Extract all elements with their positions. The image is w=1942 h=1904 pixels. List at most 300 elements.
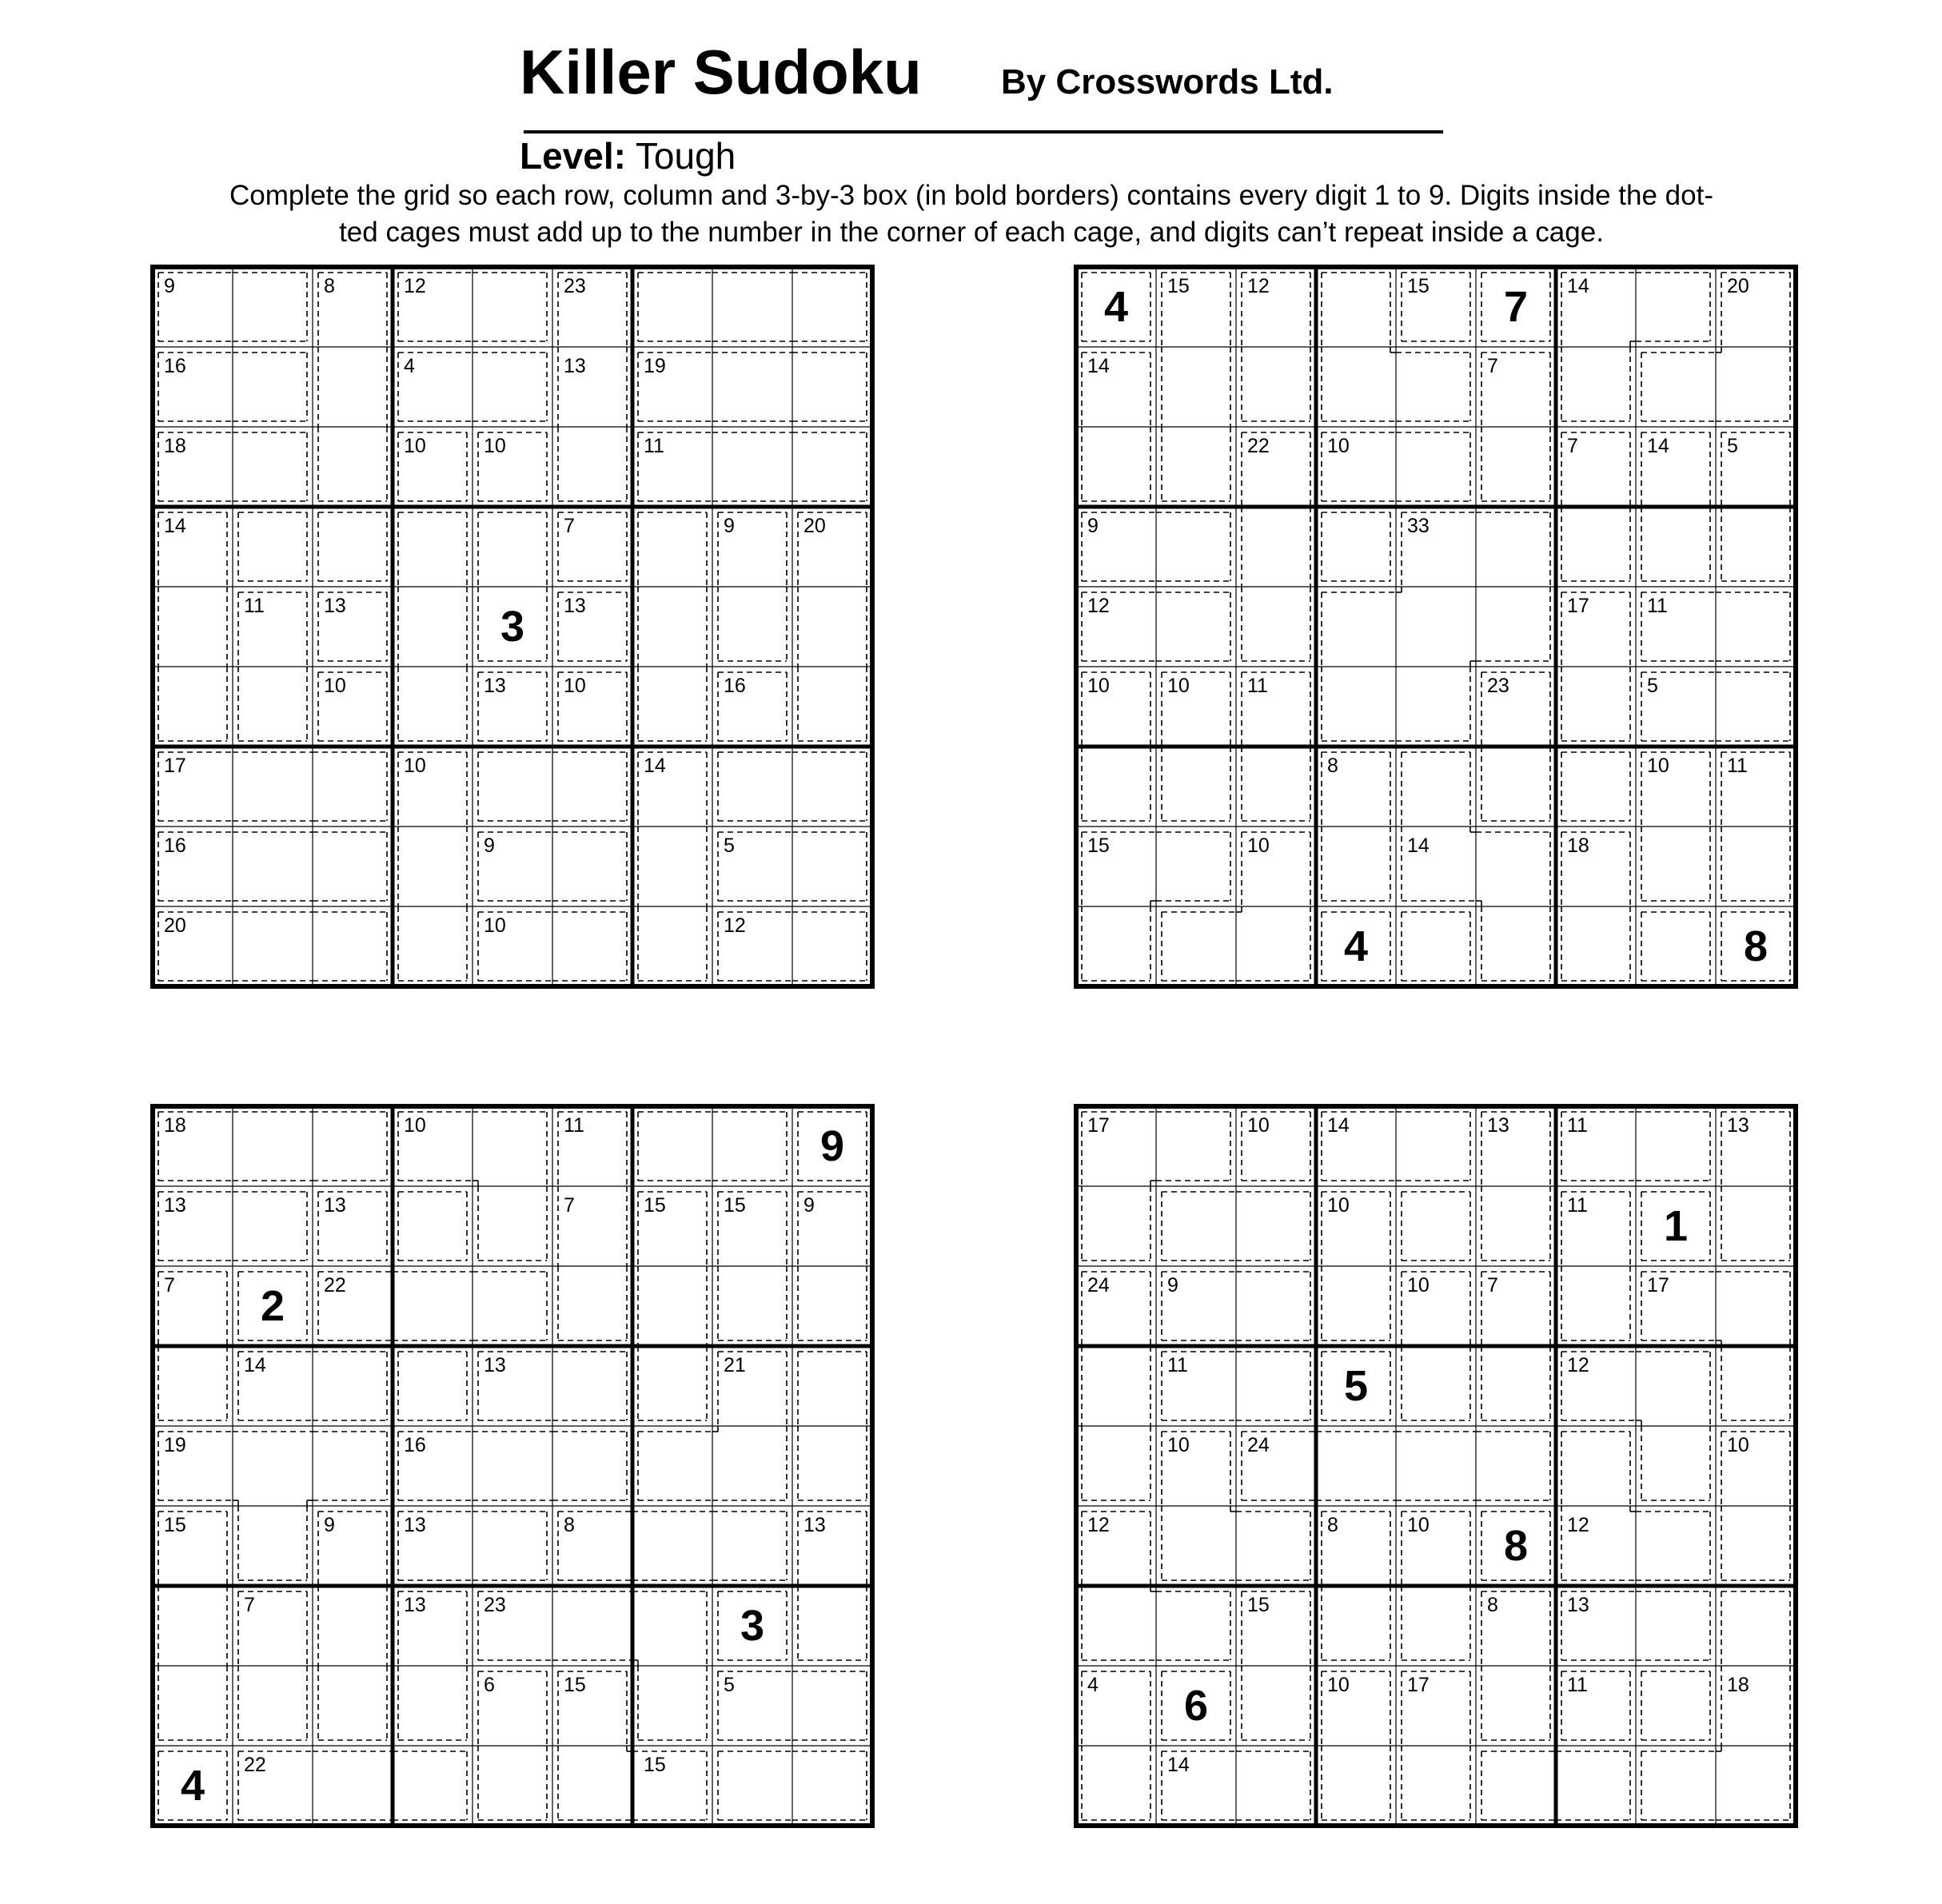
grid-cell[interactable] [792,1186,872,1266]
grid-cell[interactable] [153,1186,233,1266]
grid-cell[interactable] [153,1426,233,1506]
grid-cell[interactable] [473,427,552,507]
grid-cell[interactable] [393,906,473,986]
grid-cell[interactable] [1556,1186,1636,1266]
grid-cell[interactable] [1476,427,1556,507]
grid-cell[interactable] [1396,1666,1476,1746]
grid-cell[interactable] [552,1266,632,1346]
grid-cell[interactable] [233,747,313,827]
grid-cell[interactable] [1556,1346,1636,1426]
grid-cell[interactable] [393,1506,473,1586]
grid-cell[interactable] [1636,267,1716,347]
grid-cell[interactable] [1476,1266,1556,1346]
grid-cell[interactable] [153,1266,233,1346]
grid-cell[interactable] [393,267,473,347]
grid-cell[interactable] [473,1666,552,1746]
grid-cell[interactable] [1716,827,1796,906]
grid-cell[interactable] [1396,427,1476,507]
grid-cell[interactable] [552,507,632,587]
grid-cell[interactable] [153,1666,233,1746]
grid-cell[interactable] [1396,507,1476,587]
grid-cell[interactable] [1716,427,1796,507]
grid-cell[interactable] [313,1346,393,1426]
grid-cell[interactable] [1556,906,1636,986]
grid-cell[interactable] [393,427,473,507]
grid-cell[interactable] [393,1346,473,1426]
grid-cell[interactable] [1396,906,1476,986]
grid-cell[interactable] [1636,1346,1716,1426]
grid-cell[interactable] [1316,1106,1396,1186]
grid-cell[interactable] [792,267,872,347]
grid-cell[interactable] [552,667,632,747]
grid-cell[interactable] [153,1106,233,1186]
grid-cell[interactable] [1636,1266,1716,1346]
grid-cell[interactable] [1316,667,1396,747]
grid-cell[interactable] [473,667,552,747]
grid-cell[interactable] [632,1666,712,1746]
grid-cell[interactable] [1636,827,1716,906]
grid-cell[interactable] [1636,667,1716,747]
grid-cell[interactable] [1556,267,1636,347]
grid-cell[interactable] [712,906,792,986]
grid-cell[interactable] [233,1506,313,1586]
grid-cell[interactable] [233,1346,313,1426]
grid-cell[interactable] [1476,1506,1556,1586]
grid-cell[interactable] [1636,1506,1716,1586]
grid-cell[interactable] [712,347,792,427]
grid-cell[interactable] [393,507,473,587]
grid-cell[interactable] [1556,1586,1636,1666]
grid-cell[interactable] [1156,1746,1236,1826]
grid-cell[interactable] [632,1106,712,1186]
grid-cell[interactable] [313,267,393,347]
grid-cell[interactable] [792,1346,872,1426]
grid-cell[interactable] [473,1186,552,1266]
grid-cell[interactable] [393,1586,473,1666]
grid-cell[interactable] [632,1746,712,1826]
grid-cell[interactable] [1556,427,1636,507]
grid-cell[interactable] [1156,267,1236,347]
grid-cell[interactable] [1636,507,1716,587]
grid-cell[interactable] [233,1746,313,1826]
grid-cell[interactable] [712,1426,792,1506]
grid-cell[interactable] [393,1186,473,1266]
grid-cell[interactable] [1396,347,1476,427]
grid-cell[interactable] [1396,1186,1476,1266]
grid-cell[interactable] [1156,507,1236,587]
grid-cell[interactable] [393,827,473,906]
grid-cell[interactable] [552,1506,632,1586]
grid-cell[interactable] [1316,347,1396,427]
grid-cell[interactable] [1076,1746,1156,1826]
grid-cell[interactable] [1556,1266,1636,1346]
grid-cell[interactable] [1716,1666,1796,1746]
grid-cell[interactable] [1156,667,1236,747]
grid-cell[interactable] [1156,747,1236,827]
grid-cell[interactable] [313,587,393,667]
grid-cell[interactable] [1316,1426,1396,1506]
grid-cell[interactable] [1396,1746,1476,1826]
grid-cell[interactable] [1236,1346,1316,1426]
grid-cell[interactable] [1476,1426,1556,1506]
grid-cell[interactable] [1476,347,1556,427]
grid-cell[interactable] [552,347,632,427]
grid-cell[interactable] [632,267,712,347]
grid-cell[interactable] [233,667,313,747]
grid-cell[interactable] [792,827,872,906]
grid-cell[interactable] [1556,587,1636,667]
grid-cell[interactable] [153,427,233,507]
grid-cell[interactable] [1716,1586,1796,1666]
grid-cell[interactable] [1076,1586,1156,1666]
grid-cell[interactable] [632,667,712,747]
grid-cell[interactable] [153,1506,233,1586]
grid-cell[interactable] [632,1506,712,1586]
grid-cell[interactable] [1716,1346,1796,1426]
grid-cell[interactable] [313,1586,393,1666]
grid-cell[interactable] [632,747,712,827]
grid-cell[interactable] [1236,347,1316,427]
grid-cell[interactable] [712,1266,792,1346]
grid-cell[interactable] [153,267,233,347]
grid-cell[interactable] [473,1346,552,1426]
grid-cell[interactable] [1076,747,1156,827]
grid-cell[interactable] [1556,1426,1636,1506]
grid-cell[interactable] [153,906,233,986]
grid-cell[interactable] [1716,1186,1796,1266]
grid-cell[interactable] [1396,1266,1476,1346]
grid-cell[interactable] [1476,906,1556,986]
grid-cell[interactable] [1076,1106,1156,1186]
grid-cell[interactable] [632,906,712,986]
grid-cell[interactable] [792,1666,872,1746]
grid-cell[interactable] [1236,427,1316,507]
grid-cell[interactable] [1316,747,1396,827]
grid-cell[interactable] [552,1186,632,1266]
grid-cell[interactable] [792,747,872,827]
grid-cell[interactable] [153,587,233,667]
grid-cell[interactable] [1316,267,1396,347]
grid-cell[interactable] [1476,587,1556,667]
grid-cell[interactable] [1316,827,1396,906]
grid-cell[interactable] [233,1586,313,1666]
grid-cell[interactable] [153,667,233,747]
grid-cell[interactable] [233,347,313,427]
grid-cell[interactable] [1716,347,1796,427]
grid-cell[interactable] [473,747,552,827]
grid-cell[interactable] [473,827,552,906]
grid-cell[interactable] [1156,587,1236,667]
grid-cell[interactable] [632,1586,712,1666]
grid-cell[interactable] [1236,1426,1316,1506]
grid-cell[interactable] [1076,1186,1156,1266]
grid-cell[interactable] [313,667,393,747]
grid-cell[interactable] [1716,1506,1796,1586]
grid-cell[interactable] [552,1586,632,1666]
grid-cell[interactable] [393,1106,473,1186]
grid-cell[interactable] [313,347,393,427]
grid-cell[interactable] [1156,906,1236,986]
grid-cell[interactable] [1396,1586,1476,1666]
grid-cell[interactable] [712,587,792,667]
grid-cell[interactable] [632,1426,712,1506]
grid-cell[interactable] [792,1506,872,1586]
grid-cell[interactable] [1716,747,1796,827]
grid-cell[interactable] [393,1666,473,1746]
grid-cell[interactable] [1716,1106,1796,1186]
grid-cell[interactable] [1236,667,1316,747]
grid-cell[interactable] [1716,1266,1796,1346]
grid-cell[interactable] [1156,1266,1236,1346]
grid-cell[interactable] [552,747,632,827]
grid-cell[interactable] [792,1746,872,1826]
grid-cell[interactable] [473,347,552,427]
grid-cell[interactable] [1076,1506,1156,1586]
grid-cell[interactable] [552,1666,632,1746]
grid-cell[interactable] [1236,267,1316,347]
grid-cell[interactable] [1556,1106,1636,1186]
grid-cell[interactable] [233,1186,313,1266]
grid-cell[interactable] [1156,347,1236,427]
grid-cell[interactable] [1476,1586,1556,1666]
grid-cell[interactable] [1076,1426,1156,1506]
grid-cell[interactable] [1156,1106,1236,1186]
grid-cell[interactable] [552,1746,632,1826]
grid-cell[interactable] [313,1746,393,1826]
grid-cell[interactable] [712,1666,792,1746]
grid-cell[interactable] [153,1586,233,1666]
grid-cell[interactable] [712,1186,792,1266]
grid-cell[interactable] [1556,1746,1636,1826]
grid-cell[interactable] [1236,1186,1316,1266]
grid-cell[interactable] [712,267,792,347]
grid-cell[interactable] [1076,587,1156,667]
grid-cell[interactable] [153,347,233,427]
grid-cell[interactable] [1316,1586,1396,1666]
grid-cell[interactable] [473,1266,552,1346]
grid-cell[interactable] [1236,827,1316,906]
grid-cell[interactable] [313,1666,393,1746]
grid-cell[interactable] [1396,267,1476,347]
grid-cell[interactable] [1556,347,1636,427]
grid-cell[interactable] [792,587,872,667]
grid-cell[interactable] [1636,1106,1716,1186]
grid-cell[interactable] [1556,827,1636,906]
grid-cell[interactable] [233,427,313,507]
grid-cell[interactable] [712,747,792,827]
grid-cell[interactable] [1076,1666,1156,1746]
grid-cell[interactable] [1316,1186,1396,1266]
grid-cell[interactable] [552,827,632,906]
grid-cell[interactable] [1316,507,1396,587]
grid-cell[interactable] [233,587,313,667]
grid-cell[interactable] [1476,1746,1556,1826]
grid-cell[interactable] [792,1266,872,1346]
grid-cell[interactable] [473,1106,552,1186]
grid-cell[interactable] [1316,1746,1396,1826]
grid-cell[interactable] [233,267,313,347]
grid-cell[interactable] [1476,267,1556,347]
grid-cell[interactable] [1316,1346,1396,1426]
grid-cell[interactable] [1396,1426,1476,1506]
grid-cell[interactable] [792,667,872,747]
grid-cell[interactable] [1156,1586,1236,1666]
grid-cell[interactable] [792,1106,872,1186]
grid-cell[interactable] [1236,1586,1316,1666]
grid-cell[interactable] [313,1426,393,1506]
grid-cell[interactable] [1636,1666,1716,1746]
grid-cell[interactable] [1476,1346,1556,1426]
grid-cell[interactable] [233,1106,313,1186]
grid-cell[interactable] [1236,1506,1316,1586]
grid-cell[interactable] [1396,1506,1476,1586]
grid-cell[interactable] [1396,1346,1476,1426]
grid-cell[interactable] [473,906,552,986]
grid-cell[interactable] [233,1266,313,1346]
grid-cell[interactable] [1236,1106,1316,1186]
grid-cell[interactable] [473,267,552,347]
grid-cell[interactable] [1636,906,1716,986]
grid-cell[interactable] [792,906,872,986]
grid-cell[interactable] [1076,507,1156,587]
grid-cell[interactable] [1476,827,1556,906]
grid-cell[interactable] [473,1426,552,1506]
grid-cell[interactable] [1556,667,1636,747]
grid-cell[interactable] [552,1426,632,1506]
grid-cell[interactable] [1076,1346,1156,1426]
grid-cell[interactable] [1076,267,1156,347]
grid-cell[interactable] [632,1266,712,1346]
grid-cell[interactable] [313,427,393,507]
grid-cell[interactable] [1156,427,1236,507]
grid-cell[interactable] [792,347,872,427]
grid-cell[interactable] [1316,1506,1396,1586]
grid-cell[interactable] [632,347,712,427]
grid-cell[interactable] [1076,347,1156,427]
grid-cell[interactable] [712,507,792,587]
grid-cell[interactable] [1076,427,1156,507]
grid-cell[interactable] [153,747,233,827]
grid-cell[interactable] [632,827,712,906]
grid-cell[interactable] [1636,1586,1716,1666]
grid-cell[interactable] [313,1186,393,1266]
grid-cell[interactable] [1636,1186,1716,1266]
grid-cell[interactable] [1396,827,1476,906]
grid-cell[interactable] [1556,1506,1636,1586]
grid-cell[interactable] [552,427,632,507]
grid-cell[interactable] [313,1106,393,1186]
grid-cell[interactable] [1316,1266,1396,1346]
grid-cell[interactable] [1396,667,1476,747]
grid-cell[interactable] [153,1746,233,1826]
grid-cell[interactable] [1476,507,1556,587]
grid-cell[interactable] [473,587,552,667]
grid-cell[interactable] [153,827,233,906]
grid-cell[interactable] [552,267,632,347]
grid-cell[interactable] [1716,587,1796,667]
grid-cell[interactable] [1396,747,1476,827]
grid-cell[interactable] [1636,347,1716,427]
grid-cell[interactable] [1476,1666,1556,1746]
grid-cell[interactable] [552,1346,632,1426]
grid-cell[interactable] [1236,1266,1316,1346]
grid-cell[interactable] [1556,507,1636,587]
grid-cell[interactable] [313,507,393,587]
grid-cell[interactable] [1236,906,1316,986]
grid-cell[interactable] [1716,906,1796,986]
grid-cell[interactable] [1076,827,1156,906]
grid-cell[interactable] [473,1586,552,1666]
grid-cell[interactable] [712,1586,792,1666]
grid-cell[interactable] [473,507,552,587]
grid-cell[interactable] [632,1346,712,1426]
grid-cell[interactable] [792,507,872,587]
grid-cell[interactable] [233,906,313,986]
grid-cell[interactable] [1636,1746,1716,1826]
grid-cell[interactable] [1316,906,1396,986]
grid-cell[interactable] [1236,507,1316,587]
grid-cell[interactable] [1476,747,1556,827]
grid-cell[interactable] [1716,1746,1796,1826]
grid-cell[interactable] [153,1346,233,1426]
grid-cell[interactable] [473,1746,552,1826]
grid-cell[interactable] [1476,1106,1556,1186]
grid-cell[interactable] [1316,587,1396,667]
grid-cell[interactable] [1636,1426,1716,1506]
grid-cell[interactable] [393,747,473,827]
grid-cell[interactable] [712,1106,792,1186]
grid-cell[interactable] [792,1586,872,1666]
grid-cell[interactable] [313,747,393,827]
grid-cell[interactable] [1716,507,1796,587]
grid-cell[interactable] [1156,827,1236,906]
grid-cell[interactable] [1636,427,1716,507]
grid-cell[interactable] [1236,587,1316,667]
grid-cell[interactable] [1716,667,1796,747]
grid-cell[interactable] [792,1426,872,1506]
grid-cell[interactable] [712,1346,792,1426]
grid-cell[interactable] [1236,1746,1316,1826]
grid-cell[interactable] [1076,667,1156,747]
grid-cell[interactable] [1636,587,1716,667]
grid-cell[interactable] [1156,1186,1236,1266]
grid-cell[interactable] [233,507,313,587]
grid-cell[interactable] [712,1506,792,1586]
grid-cell[interactable] [1076,1266,1156,1346]
grid-cell[interactable] [473,1506,552,1586]
grid-cell[interactable] [313,1266,393,1346]
grid-cell[interactable] [632,1186,712,1266]
grid-cell[interactable] [233,827,313,906]
grid-cell[interactable] [1476,1186,1556,1266]
grid-cell[interactable] [632,587,712,667]
grid-cell[interactable] [393,1426,473,1506]
grid-cell[interactable] [1556,1666,1636,1746]
grid-cell[interactable] [712,667,792,747]
grid-cell[interactable] [712,427,792,507]
grid-cell[interactable] [1476,667,1556,747]
grid-cell[interactable] [393,1746,473,1826]
grid-cell[interactable] [1636,747,1716,827]
grid-cell[interactable] [1396,1106,1476,1186]
grid-cell[interactable] [552,906,632,986]
grid-cell[interactable] [632,427,712,507]
grid-cell[interactable] [233,1666,313,1746]
grid-cell[interactable] [393,667,473,747]
grid-cell[interactable] [1396,587,1476,667]
grid-cell[interactable] [1156,1666,1236,1746]
grid-cell[interactable] [1316,1666,1396,1746]
